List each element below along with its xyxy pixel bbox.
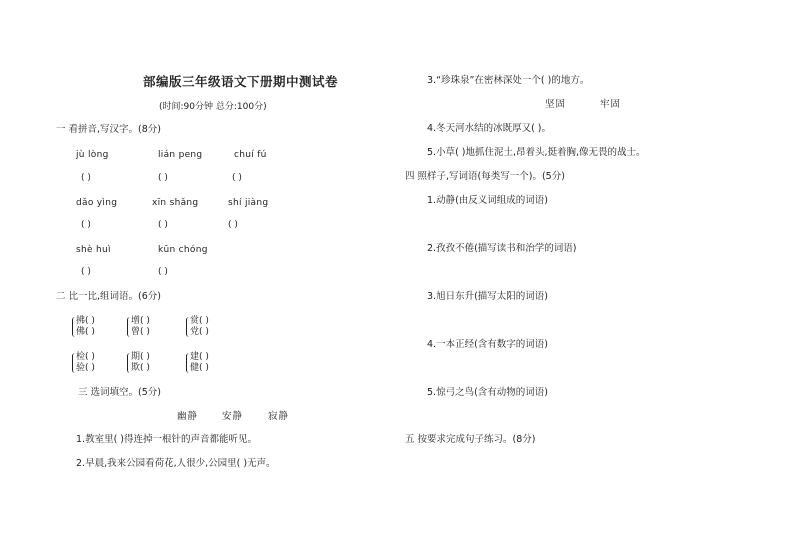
compare-item[interactable]: 检( ) bbox=[76, 352, 95, 362]
answer-blank[interactable]: ( ) bbox=[158, 267, 168, 277]
compare-item[interactable]: 增( ) bbox=[131, 316, 150, 326]
pinyin: chuí fú bbox=[234, 150, 267, 160]
word-task: 4.一本正经(含有数字的词语) bbox=[427, 339, 548, 350]
fill-question: 3.“珍珠泉”在密林深处一个( )的地方。 bbox=[427, 75, 590, 86]
section4-heading: 四 照样子,写词语(每类写一个)。(5分) bbox=[405, 171, 565, 182]
compare-item[interactable]: 拂( ) bbox=[76, 316, 95, 326]
compare-item[interactable]: 验( ) bbox=[76, 363, 95, 373]
compare-item[interactable]: 曾( ) bbox=[131, 327, 150, 337]
exam-subtitle: (时间:90分钟 总分:100分) bbox=[159, 102, 267, 112]
section1-heading: 一 看拼音,写汉字。(8分) bbox=[56, 124, 161, 135]
pinyin: shí jiàng bbox=[228, 198, 269, 208]
answer-blank[interactable]: ( ) bbox=[81, 220, 91, 230]
word-option: 牢固 bbox=[600, 99, 622, 110]
word-option: 安静 bbox=[222, 411, 244, 422]
answer-blank[interactable]: ( ) bbox=[158, 220, 168, 230]
section2-heading: 二 比一比,组词语。(6分) bbox=[56, 291, 161, 302]
pinyin: kūn chóng bbox=[158, 245, 208, 255]
pinyin: xīn shǎng bbox=[152, 198, 199, 208]
fill-question: 1.教室里( )得连掉一根针的声音都能听见。 bbox=[76, 434, 257, 445]
fill-question: 2.早晨,我来公园看荷花,人很少,公园里( )无声。 bbox=[76, 458, 276, 469]
pinyin: dǎo yìng bbox=[76, 198, 118, 208]
word-task: 3.旭日东升(描写太阳的词语) bbox=[427, 291, 548, 302]
fill-question: 4.冬天河水结的冰既厚又( )。 bbox=[427, 123, 551, 134]
answer-blank[interactable]: ( ) bbox=[81, 267, 91, 277]
section5-heading: 五 按要求完成句子练习。(8分) bbox=[405, 434, 536, 445]
pinyin: jù lòng bbox=[76, 150, 109, 160]
section3-heading: 三 选词填空。(5分) bbox=[78, 387, 161, 398]
compare-item[interactable]: 健( ) bbox=[190, 363, 209, 373]
answer-blank[interactable]: ( ) bbox=[228, 220, 238, 230]
exam-title: 部编版三年级语文下册期中测试卷 bbox=[143, 74, 339, 89]
word-option: 寂静 bbox=[268, 411, 290, 422]
compare-item[interactable]: 赏( ) bbox=[190, 316, 209, 326]
compare-item[interactable]: 佛( ) bbox=[76, 327, 95, 337]
answer-blank[interactable]: ( ) bbox=[158, 173, 168, 183]
fill-question: 5.小草( )地抓住泥土,昂着头,挺着胸,像无畏的战士。 bbox=[427, 147, 646, 158]
compare-item[interactable]: 建( ) bbox=[190, 352, 209, 362]
answer-blank[interactable]: ( ) bbox=[81, 173, 91, 183]
word-task: 2.孜孜不倦(描写读书和治学的词语) bbox=[427, 243, 577, 254]
word-task: 1.动静(由反义词组成的词语) bbox=[427, 195, 548, 206]
pinyin: lián peng bbox=[158, 150, 203, 160]
answer-blank[interactable]: ( ) bbox=[232, 173, 242, 183]
compare-item[interactable]: 党( ) bbox=[190, 327, 209, 337]
word-task: 5.惊弓之鸟(含有动物的词语) bbox=[427, 387, 548, 398]
compare-item[interactable]: 欺( ) bbox=[131, 363, 150, 373]
word-option: 幽静 bbox=[177, 411, 199, 422]
word-option: 坚固 bbox=[545, 99, 567, 110]
compare-item[interactable]: 期( ) bbox=[131, 352, 150, 362]
pinyin: shè huì bbox=[76, 245, 111, 255]
